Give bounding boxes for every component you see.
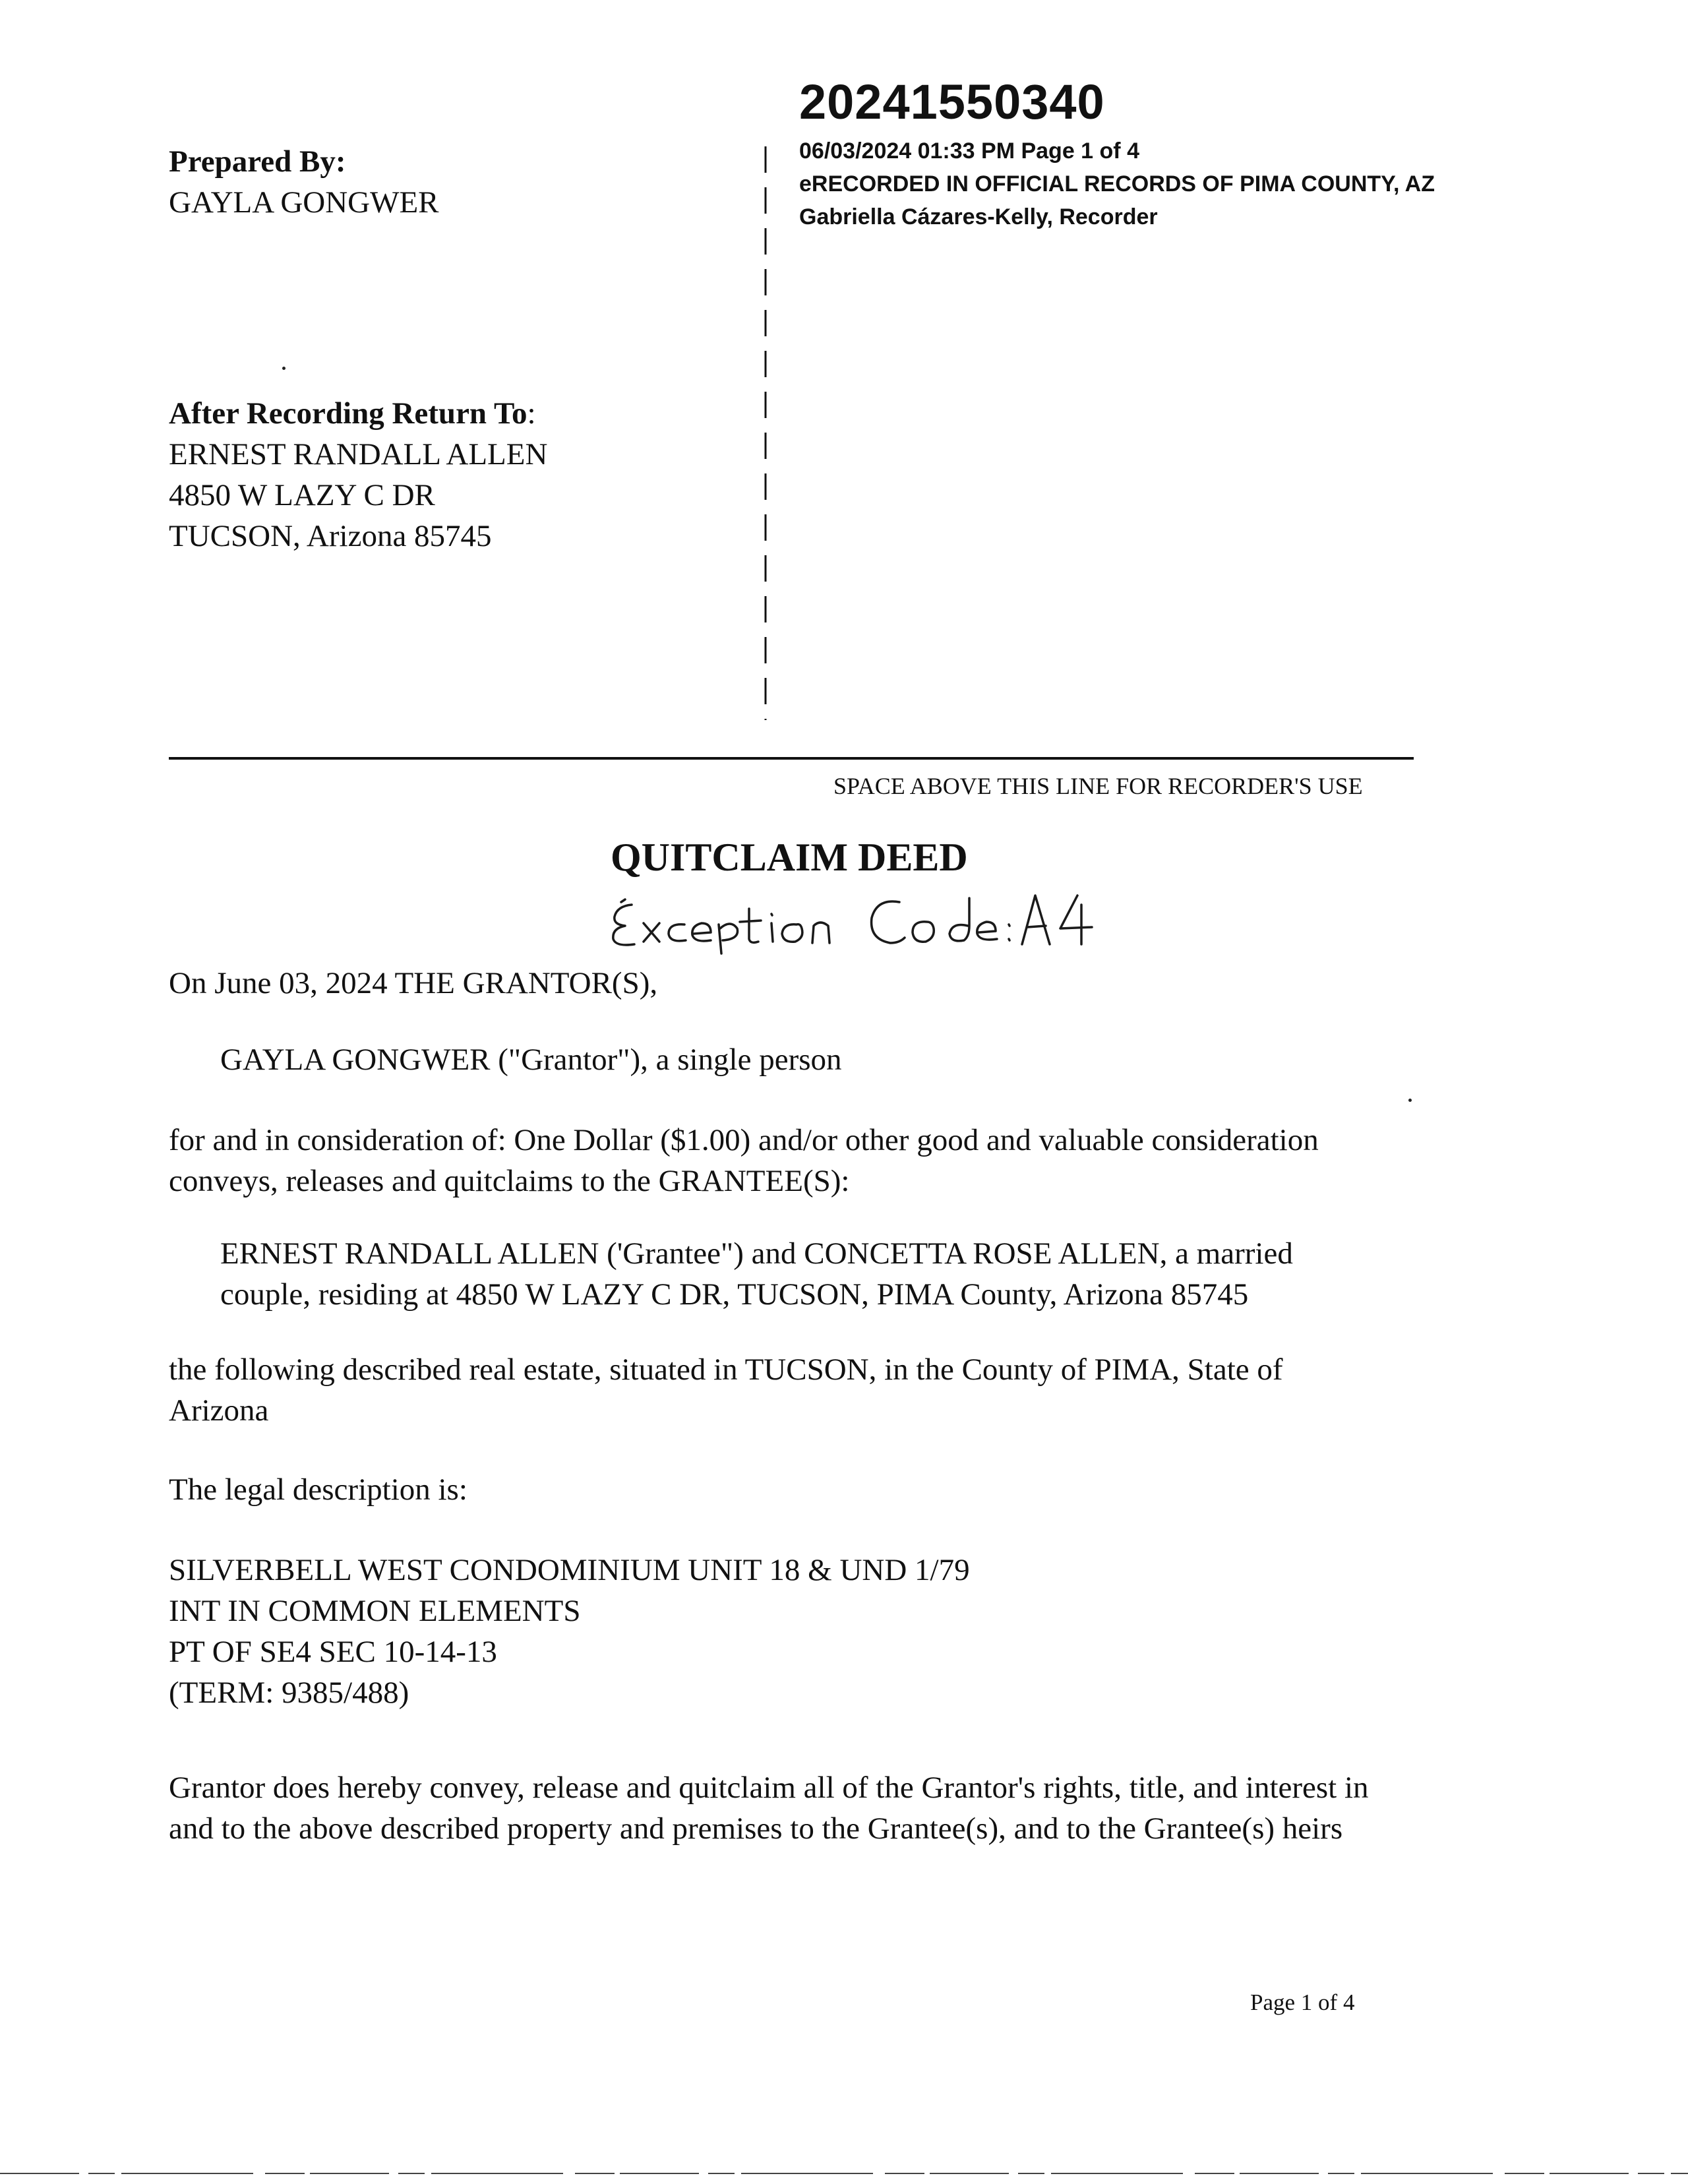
return-to-name: ERNEST RANDALL ALLEN [169,437,548,471]
convey-paragraph [169,1767,1369,1849]
grantor-line: GAYLA GONGWER ("Grantor"), a single person [220,1043,842,1077]
legal-description-line: (TERM: 9385/488) [169,1676,409,1710]
recording-timestamp: 06/03/2024 01:33 PM Page 1 of 4 [799,138,1139,164]
scan-speck [1408,1099,1412,1102]
preparer-name: GAYLA GONGWER [169,185,439,220]
consideration-line: for and in consideration of: One Dollar ($1.00) and/or other good and valuable consideration [169,1123,1319,1157]
situated-paragraph [169,1349,1283,1431]
intro-line: On June 03, 2024 THE GRANTOR(S), [169,966,658,1000]
prepared-by-label: Prepared By: [169,144,346,179]
legal-description-line: SILVERBELL WEST CONDOMINIUM UNIT 18 & UND 1/79 [169,1553,970,1587]
return-to-street: 4850 W LAZY C DR [169,478,435,512]
grantee-paragraph [220,1233,1293,1315]
situated-line: the following described real estate, situated in TUCSON, in the County of PIMA, State of [169,1352,1283,1387]
scan-bottom-edge [0,2171,1688,2176]
scan-speck [282,367,286,370]
page-number: Page 1 of 4 [1250,1989,1355,2015]
recorder-use-note: SPACE ABOVE THIS LINE FOR RECORDER'S USE [833,773,1363,799]
document-title: QUITCLAIM DEED [611,835,968,879]
legal-description [169,1550,970,1713]
return-to-colon: : [527,396,536,431]
return-to-city: TUCSON, Arizona 85745 [169,519,492,553]
legal-description-line: PT OF SE4 SEC 10-14-13 [169,1635,497,1669]
convey-line: and to the above described property and premises to the Grantee(s), and to the Grantee(s) heirs [169,1811,1343,1846]
header-divider [764,146,768,720]
consideration-line: conveys, releases and quitclaims to the GRANTEE(S): [169,1164,850,1198]
grantee-line: ERNEST RANDALL ALLEN ('Grantee") and CONCETTA ROSE ALLEN, a married [220,1236,1293,1271]
document-number: 20241550340 [799,75,1105,129]
consideration-paragraph [169,1120,1319,1201]
grantee-line: couple, residing at 4850 W LAZY C DR, TUCSON, PIMA County, Arizona 85745 [220,1277,1249,1312]
recording-office: eRECORDED IN OFFICIAL RECORDS OF PIMA COUNTY, AZ [799,171,1435,197]
return-to-label: After Recording Return To [169,396,528,431]
recording-stamp [799,135,1435,233]
recorder-line [169,757,1414,760]
legal-description-line: INT IN COMMON ELEMENTS [169,1594,581,1628]
convey-line: Grantor does hereby convey, release and quitclaim all of the Grantor's rights, title, and interest in [169,1771,1369,1805]
return-to-block [169,393,547,557]
prepared-by-block [169,141,439,223]
handwritten-exception-code [605,876,1106,955]
recorder-name: Gabriella Cázares-Kelly, Recorder [799,204,1158,229]
legal-description-intro: The legal description is: [169,1472,467,1507]
situated-line: Arizona [169,1393,269,1428]
